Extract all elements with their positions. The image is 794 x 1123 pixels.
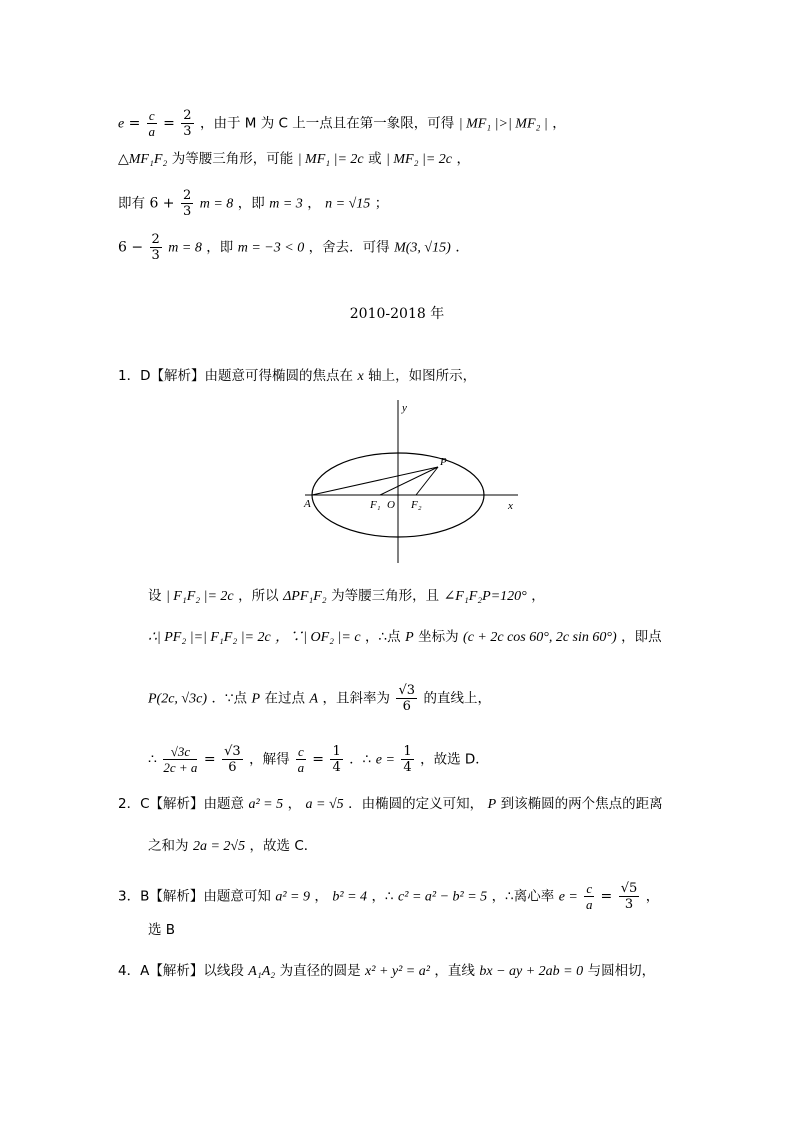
- math: P: [487, 797, 497, 812]
- math: △MF₁F₂: [118, 152, 168, 167]
- text: ，∴: [371, 888, 394, 905]
- text: ，: [314, 888, 328, 905]
- text: 为等腰三角形，可能: [171, 151, 294, 167]
- text: 4．A【解析】以线段: [118, 963, 244, 979]
- label-A: A: [304, 498, 311, 510]
- fraction: $\frac{1}{4}$: [403, 744, 412, 775]
- text: ，舍去．可得: [308, 239, 390, 256]
- text: 或: [368, 151, 382, 167]
- math: P(2c, √3c): [148, 691, 207, 707]
- math: x: [357, 369, 364, 384]
- fraction: $\frac{2}{3}$: [151, 232, 160, 263]
- text: ．∵点: [211, 690, 248, 707]
- text: 2．C【解析】由题意: [118, 796, 245, 812]
- q1-step-1: [148, 587, 545, 606]
- label-O: O: [387, 499, 395, 511]
- label-F1: F₁: [370, 499, 381, 511]
- math: m = 3: [269, 196, 303, 212]
- text: ，即: [206, 239, 234, 256]
- math: =: [600, 888, 613, 905]
- math: m = 8: [199, 196, 234, 212]
- math: ΔPF₁F₂: [283, 589, 327, 604]
- text: ，: [531, 588, 545, 604]
- top-line-1: [118, 108, 566, 139]
- fraction: $\frac{c}{a}$: [585, 881, 593, 912]
- label-F2: F₂: [411, 499, 422, 511]
- math: e: [118, 116, 125, 132]
- text: ，: [552, 115, 566, 132]
- text: ，直线: [434, 963, 475, 979]
- text: 即有: [118, 195, 145, 212]
- math: a = √5: [305, 797, 344, 812]
- text: 为直径的圆是: [279, 963, 361, 979]
- text: ，∴离心率: [491, 888, 555, 905]
- text: 到该椭圆的两个焦点的距离: [500, 796, 663, 812]
- text: ，故选 C．: [249, 838, 318, 854]
- q1-step-3: [148, 683, 491, 714]
- text: 与圆相切，: [587, 963, 656, 979]
- math: x² + y² = a²: [365, 964, 430, 979]
- math: e =: [375, 752, 395, 768]
- q2-line-2: [148, 837, 317, 856]
- text: 3．B【解析】由题意可知: [118, 888, 271, 905]
- math: | MF₁ |= 2c: [297, 152, 364, 167]
- text: ，即: [237, 195, 265, 212]
- text: ，由于 M 为 C 上一点且在第一象限，可得: [200, 115, 455, 132]
- q2-line-1: [118, 795, 663, 814]
- segment-F1P: [380, 467, 438, 495]
- text: ，且斜率为: [322, 690, 390, 707]
- text: 选 B: [148, 922, 176, 938]
- math: P: [251, 691, 261, 707]
- math: P: [405, 630, 414, 645]
- fraction: $\frac{1}{4}$: [332, 744, 341, 775]
- top-line-4: [118, 232, 460, 263]
- label-x: x: [508, 500, 513, 512]
- text: ，即点: [621, 629, 662, 645]
- text: 的直线上，: [423, 690, 491, 707]
- math: =: [128, 115, 141, 132]
- text: ．由椭圆的定义可知，: [348, 796, 484, 812]
- text: ，: [307, 195, 321, 212]
- math: | MF₂ |= 2c: [386, 152, 452, 167]
- math: a² = 9: [275, 889, 310, 905]
- text: 1．D【解析】由题意可得椭圆的焦点在: [118, 368, 353, 384]
- math: M(3, √15): [394, 240, 451, 256]
- math: bx − ay + 2ab = 0: [479, 964, 584, 979]
- math: a² = 5: [248, 797, 284, 812]
- math: =: [312, 751, 324, 768]
- text: 之和为: [148, 838, 189, 854]
- math: m = −3 < 0: [237, 240, 305, 256]
- text: 为等腰三角形，且: [331, 588, 440, 604]
- math: ∴: [148, 751, 157, 768]
- top-line-2: [118, 150, 470, 169]
- text: ，: [456, 151, 470, 167]
- math: m = 8: [168, 240, 202, 256]
- text: ，解得: [249, 751, 290, 768]
- top-line-3: [118, 188, 388, 219]
- math: (c + 2c cos 60°, 2c sin 60°): [463, 630, 617, 645]
- math: 2a = 2√5: [192, 839, 246, 854]
- label-P: P: [440, 456, 447, 468]
- text: 坐标为: [418, 629, 459, 645]
- math: ∴| PF₂ |=| F₁F₂ |= 2c: [148, 630, 271, 645]
- math: ，∵| OF₂ |= c: [275, 630, 361, 645]
- math: ∠F₁F₂P=120°: [443, 589, 527, 604]
- label-y: y: [402, 402, 407, 414]
- math: A₁A₂: [248, 964, 276, 979]
- fraction: $\frac{√3}{6}$: [398, 683, 415, 714]
- math: b² = 4: [332, 889, 368, 905]
- fraction: $\frac{√3}{6}$: [224, 744, 241, 775]
- math: | MF₁ |>| MF₂ |: [458, 116, 548, 132]
- math: =: [163, 115, 175, 132]
- fraction: $\frac{√3c}{2c + a}$: [163, 744, 198, 775]
- math: n = √15: [325, 196, 371, 212]
- section-heading: 2010-2018 年: [349, 306, 445, 322]
- math: A: [309, 691, 319, 707]
- text: 在过点: [264, 690, 306, 707]
- fraction: $\frac{2}{3}$: [183, 108, 192, 139]
- math: e =: [558, 889, 578, 905]
- fraction: $\frac{c}{a}$: [297, 744, 305, 775]
- ellipse-figure: [300, 395, 525, 565]
- text: ，: [287, 796, 302, 812]
- text: ，: [645, 888, 660, 905]
- q1-step-4: [148, 744, 489, 775]
- text: .: [455, 239, 460, 256]
- math: =: [203, 751, 216, 768]
- text: 设: [148, 588, 162, 604]
- math: 6 −: [118, 239, 144, 256]
- math: 6 +: [149, 195, 175, 212]
- text: 轴上，如图所示，: [368, 368, 477, 384]
- q1-step-2: [148, 628, 662, 647]
- text: ，故选 D．: [420, 751, 489, 768]
- q3-line-2: [148, 921, 175, 939]
- q4-line-1: [118, 962, 655, 981]
- fraction: $\frac{c}{a}$: [148, 108, 155, 139]
- q3-line-1: [118, 881, 659, 912]
- text: ；: [374, 195, 389, 212]
- text: ．∴: [349, 751, 372, 768]
- math: | F₁F₂ |= 2c: [165, 589, 234, 604]
- q1-intro: [118, 367, 476, 386]
- fraction: $\frac{2}{3}$: [183, 188, 192, 219]
- text: ，所以: [238, 588, 279, 604]
- math: c² = a² − b² = 5: [398, 889, 488, 905]
- fraction: $\frac{√5}{3}$: [620, 881, 638, 912]
- text: ，∴点: [365, 629, 401, 645]
